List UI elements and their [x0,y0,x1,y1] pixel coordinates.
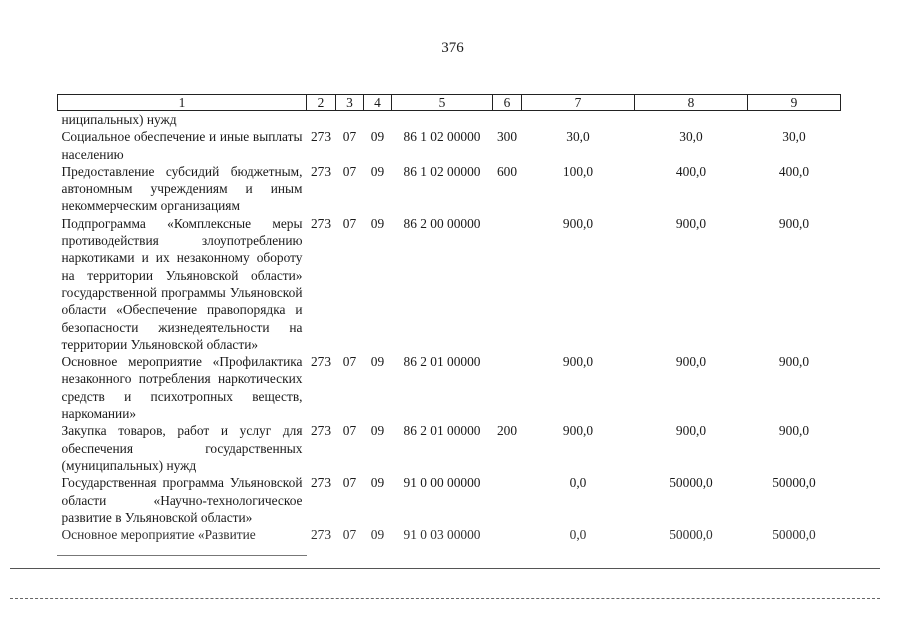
row-subsection: 09 [370,423,385,439]
row-name: Основное мероприятие «Развитие [61,527,256,543]
header-col-8: 8 [635,95,748,111]
table-row [58,474,841,526]
row-amount-8: 900,0 [675,423,707,439]
row-section: 07 [342,215,357,231]
row-name: Основное мероприятие «Профилактика незаконного потребления наркотических средств и психотропных веществ, наркомании» [61,354,303,422]
table-row [58,163,841,215]
row-amount-9: 400,0 [778,163,810,179]
row-amount-8: 50000,0 [669,475,713,491]
row-amount-7: 900,0 [562,423,594,439]
row-ministry: 273 [310,163,332,179]
row-ministry: 273 [310,527,332,543]
row-amount-7: 900,0 [562,354,594,370]
row-subsection: 09 [370,354,385,370]
row-expense-type: 200 [496,423,518,439]
row-target-article: 86 2 00 00000 [403,215,481,231]
row-name: Закупка товаров, работ и услуг для обеспечения государственных (муниципальных) нужд [61,423,303,473]
row-amount-7: 900,0 [562,215,594,231]
row-name: Предоставление субсидий бюджетным, автономным учреждениям и иным некоммерческим организациям [61,163,303,214]
row-ministry: 273 [310,354,332,370]
row-subsection: 09 [370,215,385,231]
page-number: 376 [441,40,464,56]
row-section: 07 [342,423,357,439]
scan-fold-line [57,555,307,556]
table-row [58,422,841,474]
row-ministry: 273 [310,423,332,439]
row-amount-9: 50000,0 [772,527,816,543]
table-row [58,526,841,543]
row-subsection [364,111,392,129]
row-target-article: 86 2 01 00000 [403,423,481,439]
row-expense-type [493,526,522,543]
row-name: Государственная программа Ульяновской области «Научно-технологическое развитие в Ульяновской области» [61,475,303,525]
row-amount-8: 900,0 [675,215,707,231]
row-amount-9: 900,0 [778,354,810,370]
row-section: 07 [342,354,357,370]
row-amount-9 [748,111,841,129]
row-target-article: 91 0 00 00000 [403,475,481,491]
row-subsection: 09 [370,527,385,543]
header-col-1: 1 [58,95,307,111]
row-section: 07 [342,163,357,179]
row-section: 07 [342,129,357,145]
row-expense-type [493,474,522,526]
row-ministry [307,111,336,129]
row-amount-7: 0,0 [569,527,587,543]
row-expense-type [493,215,522,353]
row-target-article: 86 1 02 00000 [403,129,481,145]
budget-table [57,94,841,543]
header-col-2: 2 [307,95,336,111]
header-col-6: 6 [493,95,522,111]
header-col-9: 9 [748,95,841,111]
row-name: Социальное обеспечение и иные выплаты населению [61,129,303,162]
row-ministry: 273 [310,129,332,145]
header-col-5: 5 [392,95,493,111]
table-row [58,215,841,353]
header-col-4: 4 [364,95,392,111]
row-amount-9: 900,0 [778,215,810,231]
row-target-article: 86 1 02 00000 [403,163,481,179]
scan-rule-line-dashed [10,598,880,599]
row-expense-type: 600 [496,163,518,179]
header-col-3: 3 [336,95,364,111]
row-section: 07 [342,527,357,543]
table-header-row [58,95,841,111]
row-subsection: 09 [370,129,385,145]
row-amount-8: 900,0 [675,354,707,370]
row-subsection: 09 [370,163,385,179]
scan-rule-line [10,568,880,569]
row-expense-type: 300 [496,129,518,145]
row-amount-9: 900,0 [778,423,810,439]
row-section [336,111,364,129]
row-expense-type [493,353,522,422]
table-row [58,353,841,422]
row-target-article [392,111,493,129]
table-row [58,111,841,129]
row-name: ниципальных) нужд [61,112,177,127]
row-target-article: 86 2 01 00000 [403,354,481,370]
row-amount-8: 400,0 [675,163,707,179]
row-amount-7: 30,0 [566,129,590,145]
row-expense-type [493,111,522,129]
row-section: 07 [342,475,357,491]
row-amount-8: 50000,0 [669,527,713,543]
row-ministry: 273 [310,475,332,491]
row-amount-9: 50000,0 [772,475,816,491]
row-amount-7: 0,0 [569,475,587,491]
table-row [58,128,841,163]
row-amount-9: 30,0 [782,129,806,145]
row-target-article: 91 0 03 00000 [403,527,481,543]
header-col-7: 7 [522,95,635,111]
row-ministry: 273 [310,215,332,231]
row-amount-7 [522,111,635,129]
row-subsection: 09 [370,475,385,491]
row-amount-7: 100,0 [562,163,594,179]
row-name: Подпрограмма «Комплексные меры противодействия злоупотреблению наркотиками и их незаконному обороту на территории Ульяновской области» государственной программы Ульяновской области «Обеспечение правопорядка и безопасности жизнедеятельности на территории Ульяновской области» [61,215,303,352]
row-amount-8: 30,0 [679,129,703,145]
row-amount-8 [635,111,748,129]
